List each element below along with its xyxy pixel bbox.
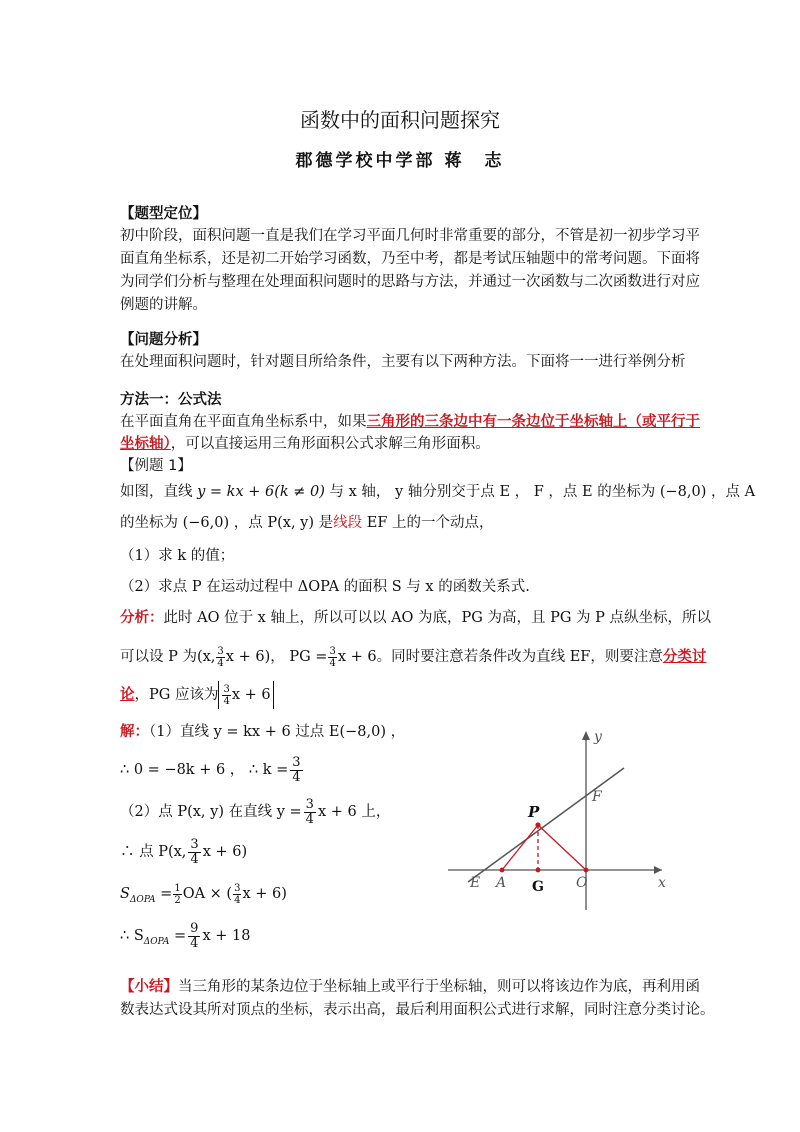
method-highlight: 三角形的三条边中有一条边位于坐标轴上（或平行于 xyxy=(366,413,700,430)
fraction-numerator: 3 xyxy=(190,836,199,852)
analysis-label: 分析： xyxy=(120,609,164,626)
fraction xyxy=(216,646,224,669)
fraction xyxy=(188,838,200,867)
method-highlight: 坐标轴） xyxy=(120,435,171,452)
label-g: G xyxy=(532,879,544,895)
solution-text: ∴ 点 P(x, xyxy=(120,844,187,860)
solution-text: = xyxy=(160,886,173,902)
fraction-denominator: 4 xyxy=(234,894,241,906)
label-y: y xyxy=(594,729,602,745)
summary-label: 【小结】 xyxy=(120,978,178,995)
question-2: （2）求点 P 在运动过程中 ΔOPA 的面积 S 与 x 的函数关系式. xyxy=(120,579,530,595)
solution-text: S xyxy=(120,886,130,902)
question-1: （1）求 k 的值； xyxy=(120,548,235,564)
example-text: EF 上的一个动点， xyxy=(362,515,494,531)
label-o: O xyxy=(576,875,588,891)
analysis-line-1 xyxy=(120,608,711,628)
analysis-highlight: 论 xyxy=(120,686,135,703)
solution-subscript: ΔOPA xyxy=(129,894,156,905)
example-equation: y = kx + 6(k ≠ 0) xyxy=(197,484,325,500)
solution-text: （2）点 P(x, y) 在直线 y = xyxy=(120,804,302,820)
fraction-numerator: 1 xyxy=(174,882,181,894)
summary-line-1 xyxy=(120,977,700,997)
paragraph-line: 初中阶段，面积问题一直是我们在学习平面几何时非常重要的部分，不管是初一初步学习平 xyxy=(120,228,700,244)
example-line-2 xyxy=(120,513,494,533)
label-x: x xyxy=(658,875,666,891)
example-line-1 xyxy=(120,482,755,502)
solution-text: ∴ S xyxy=(120,928,144,944)
fraction xyxy=(173,883,181,906)
fraction xyxy=(233,883,241,906)
solution-line-4 xyxy=(120,836,247,868)
solution-text: （1）直线 y = kx + 6 过点 E(−8,0) ， xyxy=(149,724,406,740)
label-p: P xyxy=(528,803,540,821)
line-ef xyxy=(468,768,624,882)
paragraph-line: 面直角坐标系，还是初二开始学习函数，乃至中考，都是考试压轴题中的常考问题。下面将 xyxy=(120,251,700,267)
example-text: 的坐标为 (−6,0) ，点 P(x, y) 是 xyxy=(120,515,334,531)
point-o xyxy=(584,868,589,873)
analysis-text: x + 6)， PG = xyxy=(225,649,328,665)
paragraph-line: 在处理面积问题时，针对题目所给条件，主要有以下两种方法。下面将一一进行举例分析 xyxy=(120,354,686,370)
absolute-value xyxy=(218,681,273,709)
example-text: 与 x 轴， y 轴分别交于点 E ， F ，点 E 的坐标为 (−8,0) ，点 A xyxy=(324,484,756,500)
fraction-denominator: 4 xyxy=(217,657,224,669)
fraction xyxy=(328,646,336,669)
section-heading-positioning: 【题型定位】 xyxy=(120,206,207,222)
solution-text: x + 18 xyxy=(202,928,251,944)
summary-text: 当三角形的某条边位于坐标轴上或平行于坐标轴，则可以将该边作为底，再利用函 xyxy=(178,979,700,995)
fraction-numerator: 3 xyxy=(292,754,301,770)
method-heading: 方法一：公式法 xyxy=(120,392,222,408)
analysis-highlight: 分类讨 xyxy=(662,648,707,665)
point-a xyxy=(500,868,505,873)
analysis-text: ，PG 应该为 xyxy=(134,687,219,703)
solution-line-6 xyxy=(120,920,250,958)
author-line: 郡德学校中学部 蒋 志 xyxy=(295,151,505,171)
fraction xyxy=(290,756,302,785)
solution-text: ∴ 0 = −8k + 6 ， ∴ k = xyxy=(120,762,289,778)
method-text: ，可以直接运用三角形面积公式求解三角形面积。 xyxy=(170,436,490,452)
x-axis-arrow xyxy=(654,866,662,874)
analysis-text: x + 6 xyxy=(231,687,271,703)
fraction-denominator: 4 xyxy=(292,769,301,785)
solution-text: x + 6) xyxy=(242,886,287,902)
fraction-numerator: 9 xyxy=(190,920,199,936)
analysis-line-2 xyxy=(120,642,706,672)
solution-line-3 xyxy=(120,796,390,828)
fraction-numerator: 3 xyxy=(305,796,314,812)
point-g xyxy=(536,868,541,873)
fraction-numerator: 3 xyxy=(234,882,241,894)
label-a: A xyxy=(496,875,507,891)
fraction xyxy=(188,922,200,951)
solution-line-2 xyxy=(120,754,305,786)
fraction-numerator: 3 xyxy=(217,645,224,657)
example-text: 如图，直线 xyxy=(120,484,198,500)
fraction-denominator: 4 xyxy=(190,851,199,867)
fraction-denominator: 4 xyxy=(329,657,336,669)
fraction xyxy=(222,684,230,707)
fraction-denominator: 4 xyxy=(190,935,199,951)
page-title: 函数中的面积问题探究 xyxy=(300,108,500,132)
label-f: F xyxy=(592,789,602,805)
fraction xyxy=(304,798,316,827)
coordinate-figure xyxy=(440,725,680,915)
paragraph-line: 例题的讲解。 xyxy=(120,297,207,313)
analysis-text: x + 6。同时要注意若条件改为直线 EF，则要注意 xyxy=(337,649,663,665)
fraction-denominator: 4 xyxy=(305,811,314,827)
example-highlight: 线段 xyxy=(333,515,363,531)
solution-line-1 xyxy=(120,722,405,742)
solution-text: OA × ( xyxy=(182,886,233,902)
analysis-line-3 xyxy=(120,680,274,710)
analysis-text: 此时 AO 位于 x 轴上，所以可以以 AO 为底，PG 为高，且 PG 为 P 点纵坐标，所以 xyxy=(163,610,712,626)
analysis-text: 可以设 P 为(x, xyxy=(120,649,216,665)
solution-line-5 xyxy=(120,878,287,916)
summary-line-2: 数表达式设其所对顶点的坐标，表示出高，最后利用面积公式进行求解，同时注意分类讨论。 xyxy=(120,1002,715,1018)
segment-pa xyxy=(502,825,538,870)
solution-text: x + 6) xyxy=(202,844,248,860)
method-line-2 xyxy=(120,434,490,454)
fraction-denominator: 2 xyxy=(174,894,181,906)
fraction-numerator: 3 xyxy=(329,645,336,657)
solution-text: = xyxy=(174,928,187,944)
label-e: E xyxy=(470,875,481,891)
section-heading-analysis: 【问题分析】 xyxy=(120,332,207,348)
example-label: 【例题 1】 xyxy=(120,458,192,474)
method-line-1 xyxy=(120,412,700,432)
y-axis-arrow xyxy=(582,731,590,740)
point-p xyxy=(535,822,540,827)
fraction-denominator: 4 xyxy=(223,695,230,707)
solution-label: 解： xyxy=(120,723,149,740)
fraction-numerator: 3 xyxy=(223,683,230,695)
method-text: 在平面直角在平面直角坐标系中，如果 xyxy=(120,414,367,430)
solution-subscript: ΔOPA xyxy=(143,936,170,947)
segment-po xyxy=(538,825,586,870)
paragraph-line: 为同学们分析与整理在处理面积问题时的思路与方法，并通过一次函数与二次函数进行对应 xyxy=(120,274,700,290)
solution-text: x + 6 上， xyxy=(317,804,391,820)
